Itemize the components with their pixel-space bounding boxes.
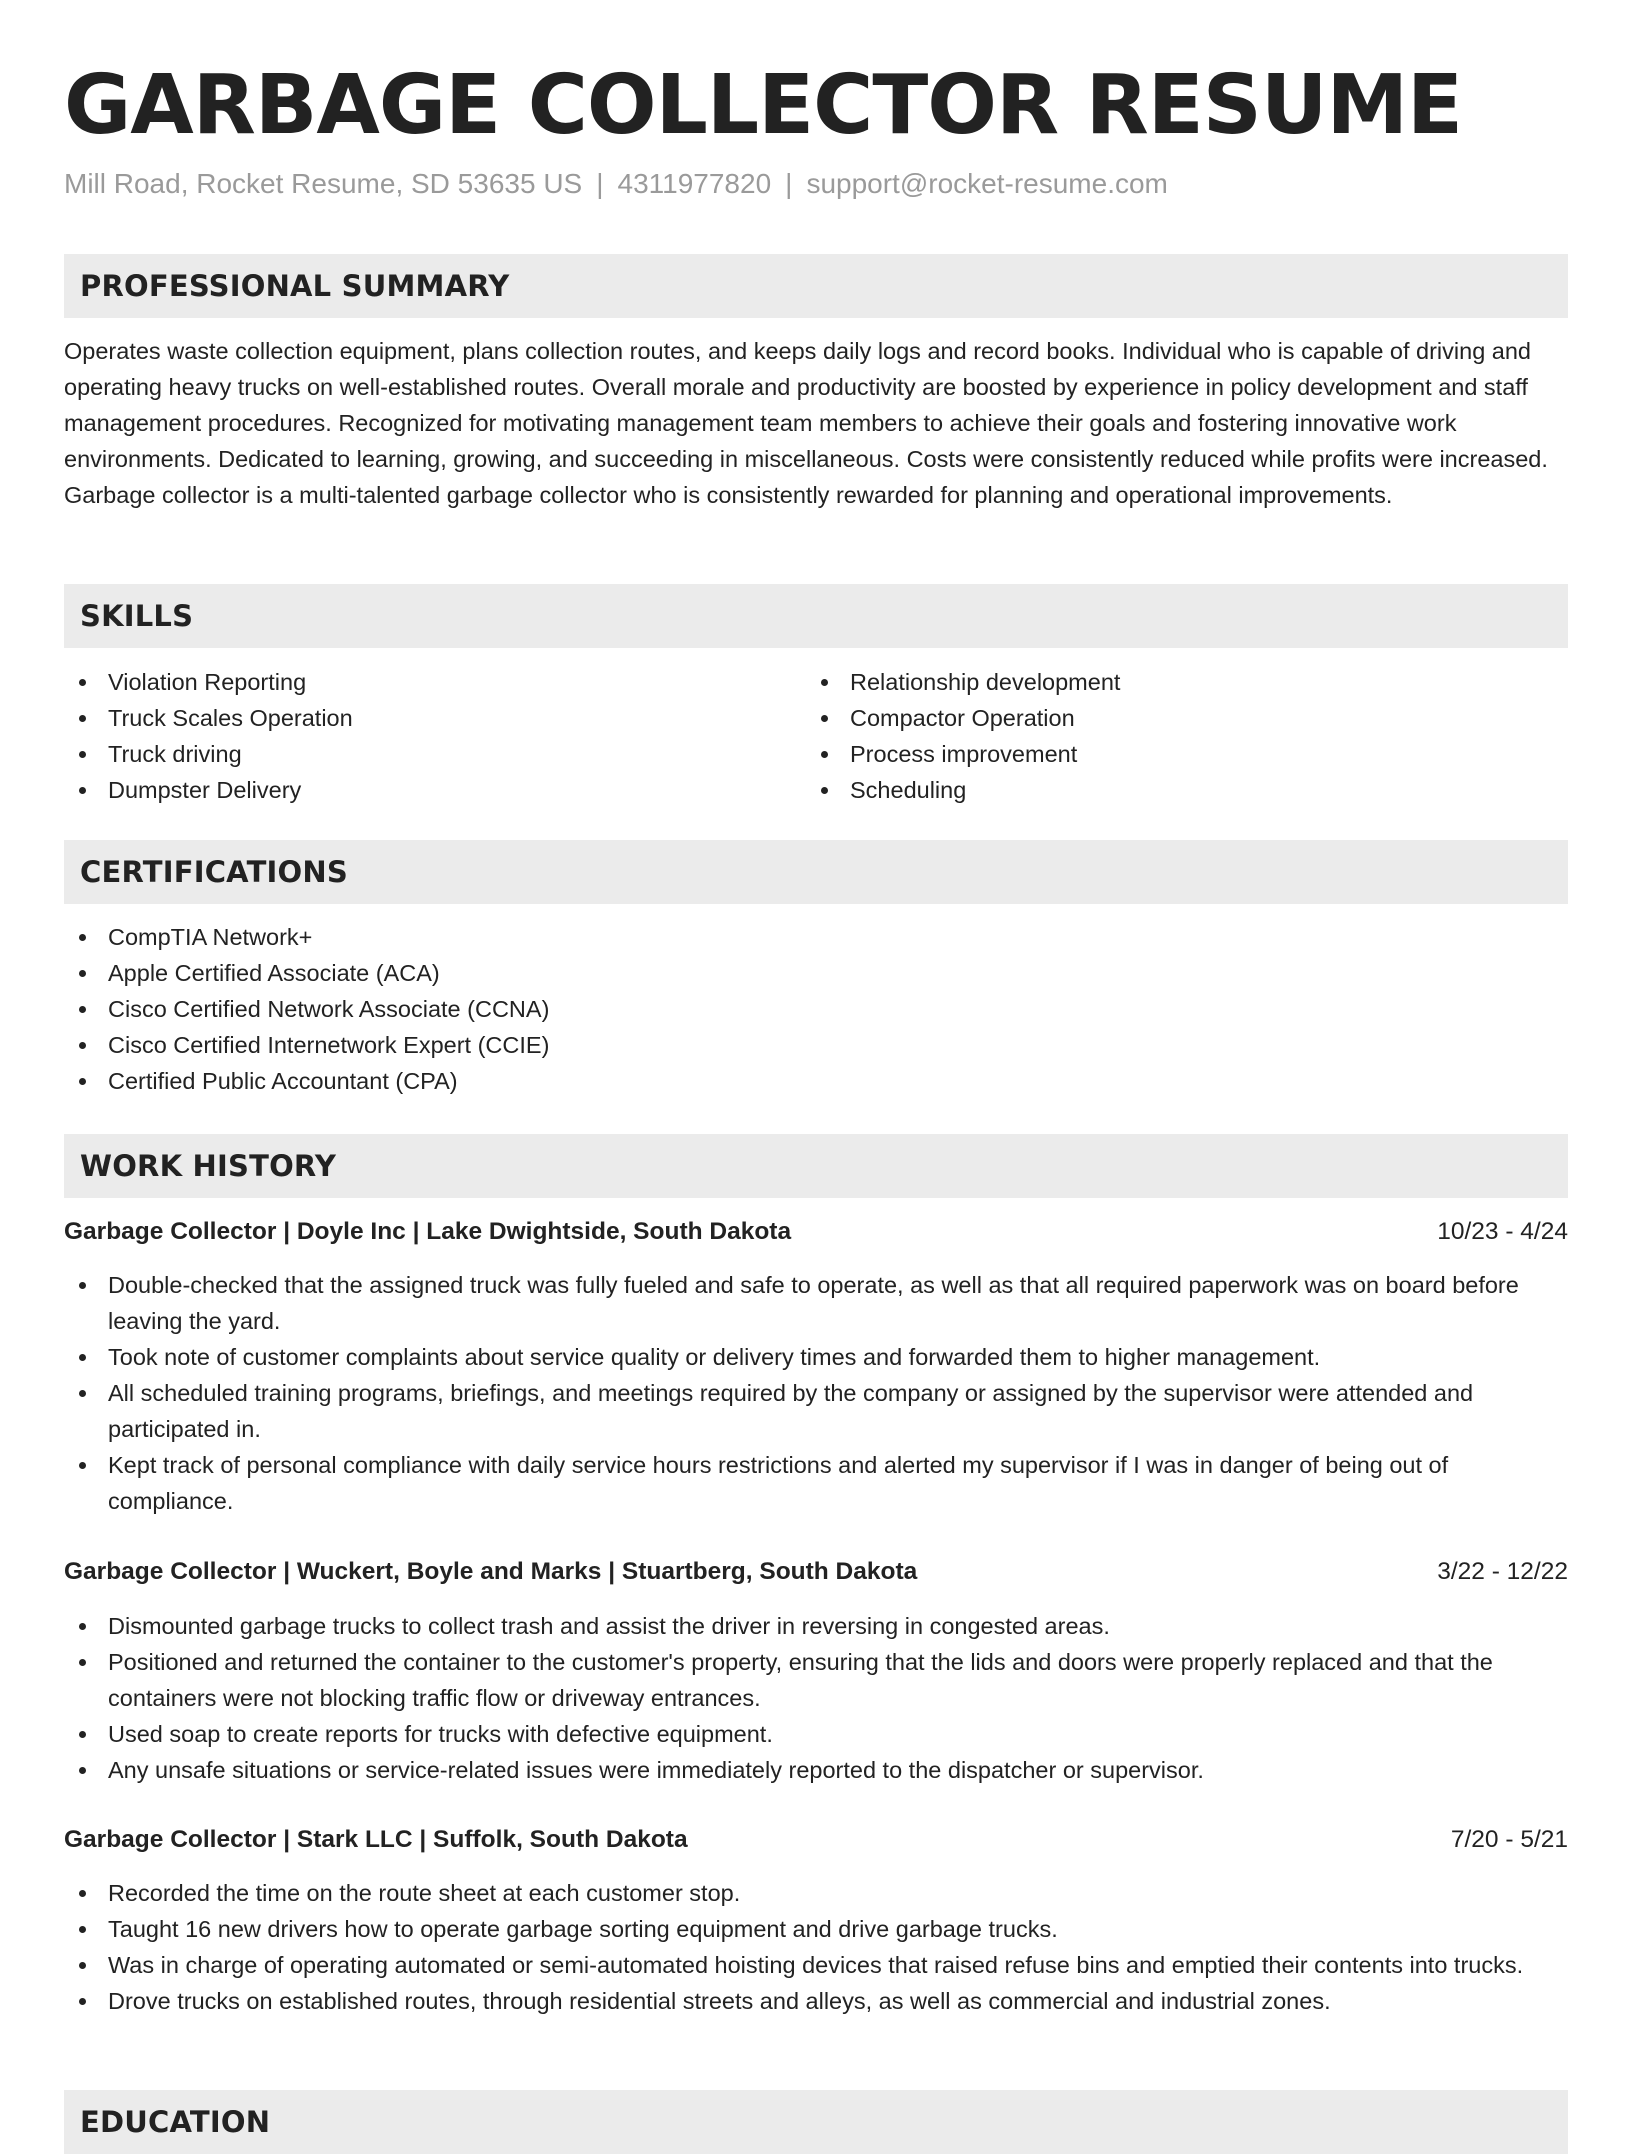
job-bullet: All scheduled training programs, briefings, and meetings required by the company or assigned by the supervisor were attended and participated in. <box>64 1375 1568 1447</box>
job-title: Garbage Collector | Doyle Inc | Lake Dwightside, South Dakota <box>64 1218 792 1245</box>
certification-item: Cisco Certified Internetwork Expert (CCIE) <box>64 1027 1568 1063</box>
certification-item: Cisco Certified Network Associate (CCNA) <box>64 991 1568 1027</box>
contact-line <box>64 164 1168 204</box>
contact-email: support@rocket-resume.com <box>806 168 1168 199</box>
summary-text: Operates waste collection equipment, plans collection routes, and keeps daily logs and record books. Individual who is capable of driving and operating heavy trucks on well-established routes. Overall morale and productivity are boosted by experience in policy development and staff management procedures. Recognized for motivating management team members to achieve their goals and fostering innovative work environments. Dedicated to learning, growing, and succeeding in miscellaneous. Costs were consistently reduced while profits were increased. Garbage collector is a multi-talented garbage collector who is consistently rewarded for planning and operational improvements. <box>64 338 1548 508</box>
section-header-education <box>64 2090 1568 2154</box>
resume-title: GARBAGE COLLECTOR RESUME <box>64 58 1463 153</box>
job-bullet: Double-checked that the assigned truck was fully fueled and safe to operate, as well as that all required paperwork was on board before leaving the yard. <box>64 1267 1568 1339</box>
job-dates: 3/22 - 12/22 <box>1437 1558 1568 1585</box>
skill-item: Scheduling <box>806 772 1566 808</box>
section-title-education: EDUCATION <box>80 2105 271 2139</box>
certification-item: Apple Certified Associate (ACA) <box>64 955 1568 991</box>
job-bullets <box>64 1608 1568 1788</box>
skills-list-right <box>806 664 1566 808</box>
skill-item: Truck driving <box>64 736 804 772</box>
section-title-work-history: WORK HISTORY <box>80 1149 337 1183</box>
section-title-summary: PROFESSIONAL SUMMARY <box>80 269 510 303</box>
skill-item: Compactor Operation <box>806 700 1566 736</box>
job-bullet: Kept track of personal compliance with daily service hours restrictions and alerted my supervisor if I was in danger of being out of compliance. <box>64 1447 1568 1519</box>
section-title-certifications: CERTIFICATIONS <box>80 855 348 889</box>
job-title: Garbage Collector | Wuckert, Boyle and Marks | Stuartberg, South Dakota <box>64 1558 918 1585</box>
certifications-list <box>64 919 1568 1099</box>
job-bullet: Was in charge of operating automated or semi-automated hoisting devices that raised refuse bins and emptied their contents into trucks. <box>64 1947 1568 1983</box>
section-title-skills: SKILLS <box>80 599 194 633</box>
skill-item: Truck Scales Operation <box>64 700 804 736</box>
certification-item: Certified Public Accountant (CPA) <box>64 1063 1568 1099</box>
skills-list-left <box>64 664 804 808</box>
job-bullet: Any unsafe situations or service-related issues were immediately reported to the dispatcher or supervisor. <box>64 1752 1568 1788</box>
job-bullet: Drove trucks on established routes, through residential streets and alleys, as well as commercial and industrial zones. <box>64 1983 1568 2019</box>
job-dates: 7/20 - 5/21 <box>1450 1826 1568 1853</box>
section-header-summary <box>64 254 1568 318</box>
contact-address: Mill Road, Rocket Resume, SD 53635 US <box>64 168 583 199</box>
job-dates: 10/23 - 4/24 <box>1437 1218 1568 1245</box>
skill-item: Relationship development <box>806 664 1566 700</box>
job-bullet: Used soap to create reports for trucks with defective equipment. <box>64 1716 1568 1752</box>
skill-item: Violation Reporting <box>64 664 804 700</box>
job-bullet: Took note of customer complaints about service quality or delivery times and forwarded them to higher management. <box>64 1339 1568 1375</box>
skill-item: Dumpster Delivery <box>64 772 804 808</box>
job-bullet: Taught 16 new drivers how to operate garbage sorting equipment and drive garbage trucks. <box>64 1911 1568 1947</box>
contact-phone: 4311977820 <box>617 168 772 199</box>
contact-separator: | <box>596 168 604 199</box>
contact-separator: | <box>785 168 793 199</box>
job-bullets <box>64 1267 1568 1519</box>
section-header-work-history <box>64 1134 1568 1198</box>
job-title: Garbage Collector | Stark LLC | Suffolk, South Dakota <box>64 1826 688 1853</box>
section-header-certifications <box>64 840 1568 904</box>
certification-item: CompTIA Network+ <box>64 919 1568 955</box>
section-header-skills <box>64 584 1568 648</box>
job-bullet: Recorded the time on the route sheet at each customer stop. <box>64 1875 1568 1911</box>
job-bullet: Positioned and returned the container to the customer's property, ensuring that the lids and doors were properly replaced and that the containers were not blocking traffic flow or driveway entrances. <box>64 1644 1568 1716</box>
job-bullet: Dismounted garbage trucks to collect trash and assist the driver in reversing in congested areas. <box>64 1608 1568 1644</box>
job-bullets <box>64 1875 1568 2019</box>
skill-item: Process improvement <box>806 736 1566 772</box>
